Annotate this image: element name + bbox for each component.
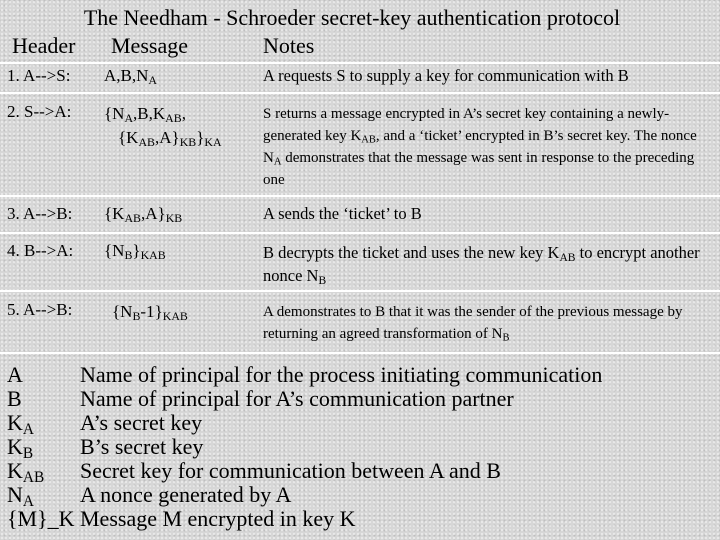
row-4-header: 4. B-->A: — [7, 241, 74, 260]
row-3-message: $\{K_{AB},A\}_{KB}$ — [104, 204, 183, 225]
row-3-header: 3. A-->B: — [7, 204, 73, 223]
row-divider — [0, 92, 720, 94]
row-divider — [0, 290, 720, 292]
column-header-notes: Notes — [263, 33, 315, 58]
legend-definition: Name of principal for the process initiating communication — [80, 362, 603, 387]
legend-symbol: $K_B$ — [7, 434, 34, 462]
legend-symbol: $K_{AB}$ — [7, 458, 45, 486]
page-title: The Needham - Schroeder secret-key authentication protocol — [83, 5, 621, 30]
legend-definition: Secret key for communication between A and B — [80, 458, 501, 483]
row-2-header: 2. S-->A: — [7, 102, 72, 121]
row-1-header: 1. A-->S: — [7, 66, 71, 85]
legend-symbol: A — [7, 362, 23, 387]
legend-definition: A nonce generated by A — [80, 482, 292, 507]
header-divider — [0, 62, 720, 64]
row-1-notes: A requests S to supply a key for communication with B — [263, 66, 629, 85]
legend-symbol: $N_A$ — [7, 482, 35, 510]
row-5-notes: A demonstrates to B that it was the sender of the previous message by returning an agreed transformation of $N_B$ — [263, 304, 683, 344]
column-header-message: Message — [111, 33, 188, 58]
row-3-notes: A sends the ‘ticket’ to B — [263, 204, 422, 223]
row-4-message: $\{N_B\}_{KAB}$ — [104, 241, 166, 262]
row-divider — [0, 232, 720, 234]
row-2-message-text: {$N_A,B,K_{AB}$, $\{K_{AB},A\}_{KB}\}_{KA}$ — [104, 104, 222, 149]
column-header-header: Header — [12, 33, 76, 58]
row-1-message: $A,B,N_A$ — [104, 66, 157, 87]
row-divider — [0, 195, 720, 197]
row-2-notes: S returns a message encrypted in A’s secret key containing a newly-generated key $K_{AB}$, and a ‘ticket’ encrypted in B’s secret key. The nonce $N_A$ demonstrates that the message was sent in response to the preceding one — [263, 106, 697, 188]
legend-definition: Name of principal for A’s communication partner — [80, 386, 514, 411]
legend-definition: Message M encrypted in key K — [80, 506, 356, 531]
row-5-header: 5. A-->B: — [7, 300, 73, 319]
row-4-notes: B decrypts the ticket and uses the new key $K_{AB}$ to encrypt another nonce $N_B$ — [263, 243, 700, 287]
legend-definition: A’s secret key — [80, 410, 203, 435]
legend-symbol: $K_A$ — [7, 410, 35, 438]
legend-symbol: B — [7, 386, 22, 411]
table-bottom-rule — [0, 352, 720, 354]
legend-definition: B’s secret key — [80, 434, 204, 459]
row-2-message — [104, 102, 222, 150]
row-5-message: $\{N_B-1\}_{KAB}$ — [112, 302, 188, 323]
legend-symbol: {M}_K — [7, 506, 75, 531]
